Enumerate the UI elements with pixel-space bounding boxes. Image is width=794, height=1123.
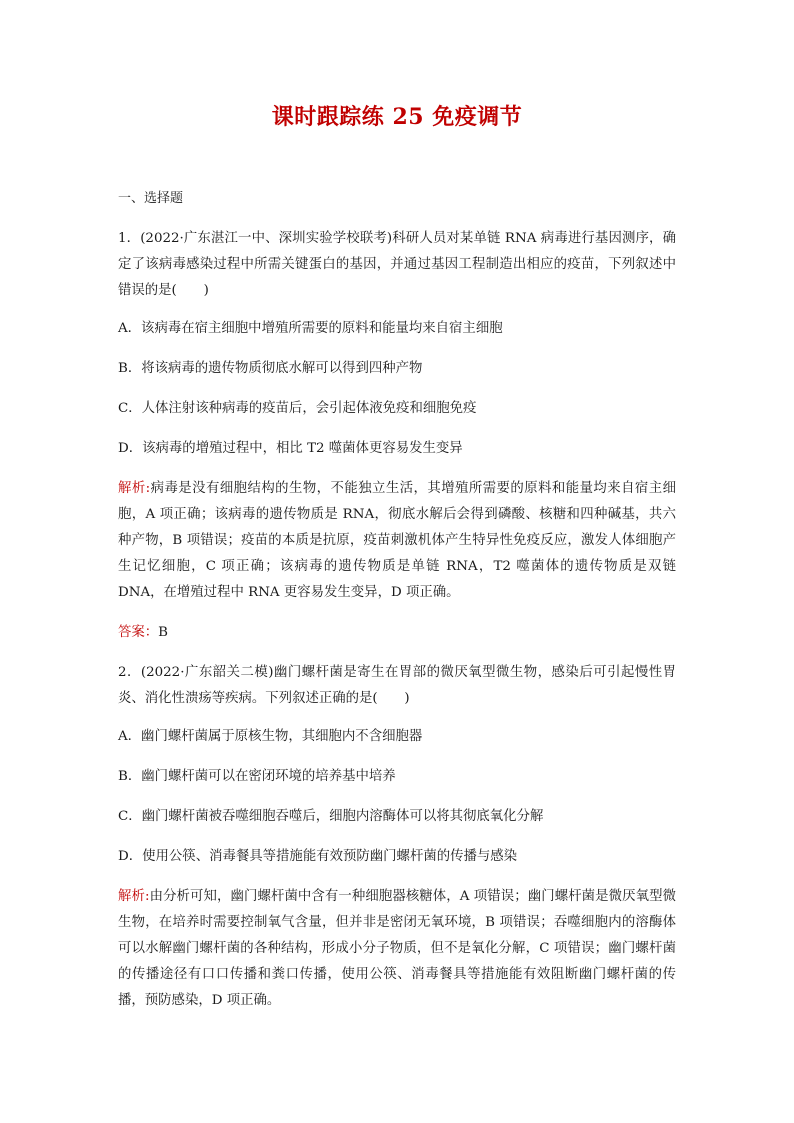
option-a: A．该病毒在宿主细胞中增殖所需要的原料和能量均来自宿主细胞 xyxy=(118,321,503,336)
analysis-text: 病毒是没有细胞结构的生物，不能独立生活，其增殖所需要的原料和能量均来自宿主细胞，A 项正确；该病毒的遗传物质是 RNA，彻底水解后会得到磷酸、核糖和四种碱基，共六种产物，B 项错误；疫苗的本质是抗原，疫苗刺激机体产生特异性免疫反应，激发人体细胞产生记忆细胞，C 项正确；该病毒的遗传物质是单链 RNA，T2 噬菌体的遗传物质是双链 DNA，在增殖过程中 RNA 更容易发生变异，D 项正确。 xyxy=(118,481,676,600)
question-2 xyxy=(118,660,676,1014)
analysis-text: 由分析可知，幽门螺杆菌中含有一种细胞器核糖体，A 项错误；幽门螺杆菌是微厌氧型微生物，在培养时需要控制氧气含量，但并非是密闭无氧环境，B 项错误；吞噬细胞内的溶酶体可以水解幽门螺杆菌的各种结构，形成小分子物质，但不是氧化分解，C 项错误；幽门螺杆菌的传播途径有口口传播和粪口传播，使用公筷、消毒餐具等措施能有效阻断幽门螺杆菌的传播，预防感染，D 项正确。 xyxy=(118,889,676,1008)
option-d: D．该病毒的增殖过程中，相比 T2 噬菌体更容易发生变异 xyxy=(118,441,463,456)
question-stem: 1．(2022·广东湛江一中、深圳实验学校联考)科研人员对某单链 RNA 病毒进行基因测序，确定了该病毒感染过程中所需关键蛋白的基因，并通过基因工程制造出相应的疫苗，下列叙述中错误的是( ) xyxy=(118,231,676,298)
option-d: D．使用公筷、消毒餐具等措施能有效预防幽门螺杆菌的传播与感染 xyxy=(118,849,518,864)
question-1 xyxy=(118,226,676,646)
option-b: B．将该病毒的遗传物质彻底水解可以得到四种产物 xyxy=(118,361,423,376)
analysis-label: 解析: xyxy=(118,889,150,904)
section-heading: 一、选择题 xyxy=(118,191,184,206)
answer-value: B xyxy=(158,625,169,640)
page-title: 课时跟踪练 25 免疫调节 xyxy=(271,104,523,130)
question-stem: 2．(2022·广东韶关二模)幽门螺杆菌是寄生在胃部的微厌氧型微生物，感染后可引起慢性胃炎、消化性溃疡等疾病。下列叙述正确的是( ) xyxy=(118,665,676,706)
option-c: C．幽门螺杆菌被吞噬细胞吞噬后，细胞内溶酶体可以将其彻底氧化分解 xyxy=(118,809,544,824)
option-c: C．人体注射该种病毒的疫苗后，会引起体液免疫和细胞免疫 xyxy=(118,401,477,416)
answer-label: 答案： xyxy=(118,625,159,640)
analysis xyxy=(118,884,676,1014)
option-a: A．幽门螺杆菌属于原核生物，其细胞内不含细胞器 xyxy=(118,729,423,744)
option-b: B．幽门螺杆菌可以在密闭环境的培养基中培养 xyxy=(118,769,396,784)
analysis xyxy=(118,476,676,606)
analysis-label: 解析: xyxy=(118,481,151,496)
answer xyxy=(118,620,676,646)
